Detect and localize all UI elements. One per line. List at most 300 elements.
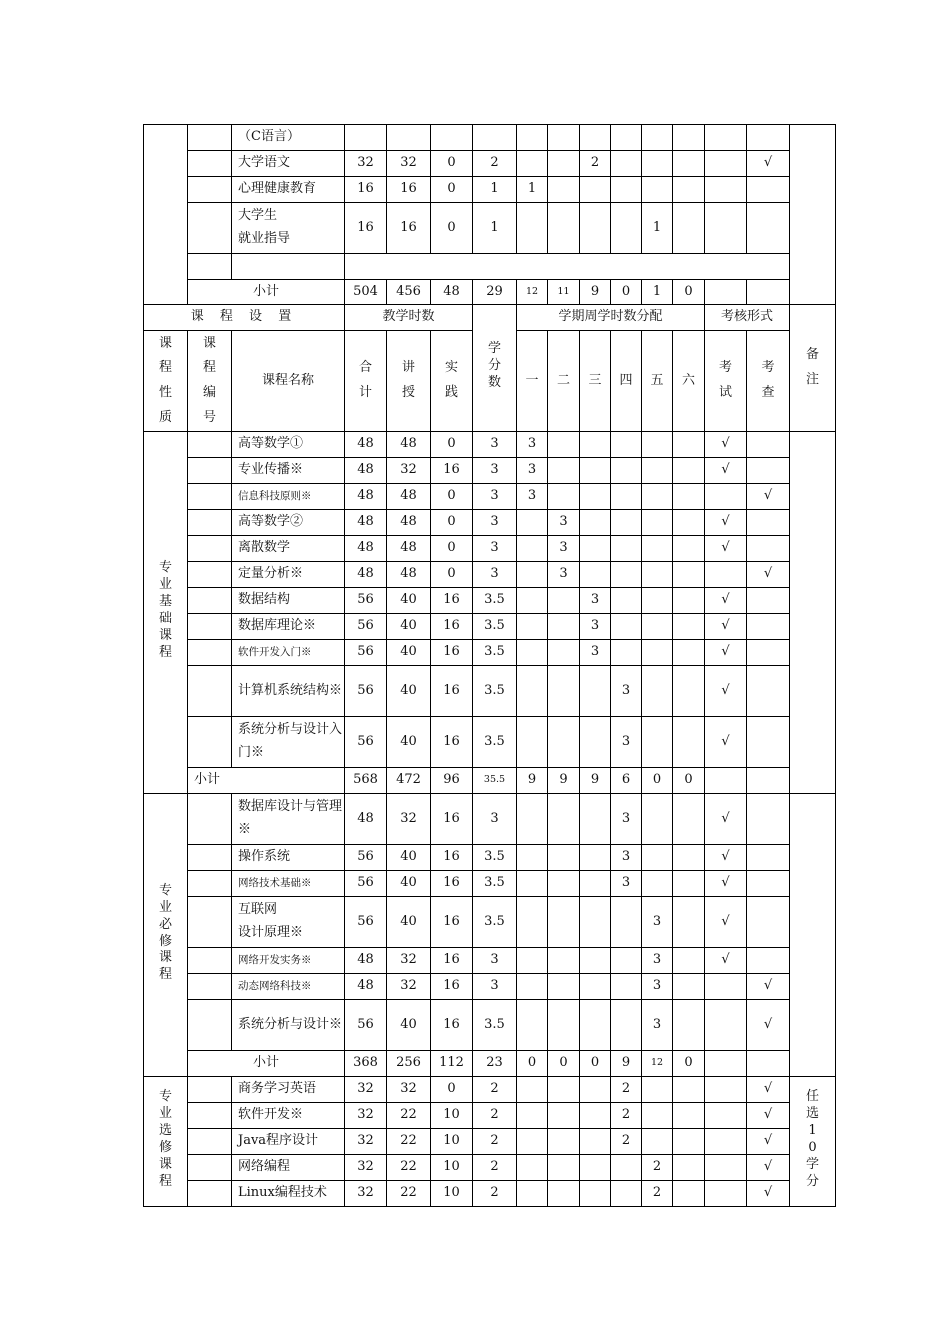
- practice-hours: 112: [431, 1051, 473, 1077]
- semester-2: [548, 1103, 580, 1129]
- semester-1: [517, 948, 548, 974]
- semester-2: [548, 640, 580, 666]
- exam-mark: √: [705, 614, 747, 640]
- semester-1: [517, 1077, 548, 1103]
- lecture-hours: 48: [387, 562, 431, 588]
- course-name: 高等数学②: [232, 510, 345, 536]
- semester-5: 3: [642, 974, 673, 1000]
- code-cell: [188, 1129, 232, 1155]
- check-mark: [747, 948, 790, 974]
- practice-hours: 16: [431, 458, 473, 484]
- credits: 3: [473, 974, 517, 1000]
- check-mark: √: [747, 151, 790, 177]
- semester-2: 9: [548, 768, 580, 794]
- subtotal-row: [144, 1051, 836, 1077]
- credits: 3: [473, 510, 517, 536]
- code-cell: [188, 614, 232, 640]
- semester-1: [517, 897, 548, 948]
- table-row: [144, 666, 836, 717]
- check-mark: √: [747, 1155, 790, 1181]
- practice-hours: 16: [431, 871, 473, 897]
- exam-mark: [705, 125, 747, 151]
- semester-3: 9: [580, 768, 611, 794]
- semester-5: 2: [642, 1181, 673, 1207]
- exam-mark: [705, 177, 747, 203]
- practice-hours: 16: [431, 897, 473, 948]
- table-row: [144, 484, 836, 510]
- subtotal-label: 小计: [188, 280, 345, 305]
- semester-5: [642, 177, 673, 203]
- semester-1: 3: [517, 484, 548, 510]
- total-hours: 16: [345, 177, 387, 203]
- semester-6: [673, 177, 705, 203]
- table-row: [144, 1077, 836, 1103]
- semester-3: [580, 666, 611, 717]
- semester-4: 3: [611, 666, 642, 717]
- semester-4: [611, 588, 642, 614]
- table-row: [144, 1155, 836, 1181]
- semester-6: 0: [673, 768, 705, 794]
- semester-1: [517, 1000, 548, 1051]
- semester-5: [642, 614, 673, 640]
- lecture-hours: 40: [387, 588, 431, 614]
- lecture-hours: 32: [387, 794, 431, 845]
- exam-mark: √: [705, 794, 747, 845]
- total-hours: [345, 125, 387, 151]
- code-cell: [188, 717, 232, 768]
- check-mark: [747, 794, 790, 845]
- semester-4: [611, 458, 642, 484]
- semester-4: 3: [611, 845, 642, 871]
- semester-6: [673, 562, 705, 588]
- semester-5: [642, 1129, 673, 1155]
- semester-5: [642, 794, 673, 845]
- exam-mark: [705, 1129, 747, 1155]
- semester-6: [673, 948, 705, 974]
- semester-5: [642, 562, 673, 588]
- semester-1: [517, 203, 548, 254]
- semester-2: [548, 1155, 580, 1181]
- semester-3: [580, 948, 611, 974]
- exam-mark: [705, 203, 747, 254]
- exam-mark: [705, 1155, 747, 1181]
- total-hours: 32: [345, 1077, 387, 1103]
- semester-1: [517, 1129, 548, 1155]
- semester-6: [673, 717, 705, 768]
- lecture-hours: 48: [387, 432, 431, 458]
- code-cell: [188, 177, 232, 203]
- check-mark: √: [747, 1077, 790, 1103]
- semester-4: 3: [611, 871, 642, 897]
- credits: 3: [473, 794, 517, 845]
- semester-6: [673, 1181, 705, 1207]
- semester-4: 2: [611, 1103, 642, 1129]
- course-name: 高等数学①: [232, 432, 345, 458]
- practice-hours: 0: [431, 536, 473, 562]
- semester-3: [580, 177, 611, 203]
- code-cell: [188, 203, 232, 254]
- semester-4: 2: [611, 1077, 642, 1103]
- lecture-hours: 32: [387, 151, 431, 177]
- semester-1: [517, 974, 548, 1000]
- header-check: 考查: [747, 331, 790, 432]
- empty-row-cell: [345, 254, 790, 280]
- semester-3: [580, 203, 611, 254]
- lecture-hours: 16: [387, 203, 431, 254]
- total-hours: 16: [345, 203, 387, 254]
- practice-hours: 10: [431, 1181, 473, 1207]
- semester-5: 0: [642, 768, 673, 794]
- total-hours: 48: [345, 432, 387, 458]
- credits: [473, 125, 517, 151]
- semester-4: [611, 974, 642, 1000]
- semester-5: [642, 588, 673, 614]
- section-label: 专业选修课程: [144, 1077, 188, 1207]
- credits: 1: [473, 177, 517, 203]
- practice-hours: 0: [431, 432, 473, 458]
- section-label: 专业必修课程: [144, 794, 188, 1077]
- semester-2: [548, 458, 580, 484]
- lecture-hours: 40: [387, 845, 431, 871]
- semester-4: [611, 1000, 642, 1051]
- check-mark: √: [747, 1103, 790, 1129]
- header-semester-3: 三: [580, 331, 611, 432]
- header-semester-2: 二: [548, 331, 580, 432]
- credits: 3.5: [473, 640, 517, 666]
- header-total: 合计: [345, 331, 387, 432]
- semester-1: 3: [517, 432, 548, 458]
- practice-hours: 16: [431, 666, 473, 717]
- header-semester-6: 六: [673, 331, 705, 432]
- check-mark: [747, 614, 790, 640]
- semester-4: 0: [611, 280, 642, 305]
- check-mark: [747, 510, 790, 536]
- semester-2: 3: [548, 536, 580, 562]
- semester-2: [548, 794, 580, 845]
- check-mark: [747, 588, 790, 614]
- semester-2: [548, 1000, 580, 1051]
- exam-mark: [705, 151, 747, 177]
- subtotal-row: [144, 768, 836, 794]
- semester-3: [580, 1181, 611, 1207]
- semester-6: [673, 845, 705, 871]
- semester-6: [673, 614, 705, 640]
- semester-3: [580, 974, 611, 1000]
- credits: 3.5: [473, 871, 517, 897]
- semester-5: [642, 845, 673, 871]
- code-cell: [188, 666, 232, 717]
- semester-6: [673, 588, 705, 614]
- semester-2: [548, 897, 580, 948]
- code-cell: [188, 1181, 232, 1207]
- header-lecture: 讲授: [387, 331, 431, 432]
- semester-5: [642, 125, 673, 151]
- semester-4: 3: [611, 794, 642, 845]
- credits: 3.5: [473, 588, 517, 614]
- semester-2: 11: [548, 280, 580, 305]
- exam-mark: [705, 1181, 747, 1207]
- semester-1: [517, 845, 548, 871]
- semester-1: [517, 1181, 548, 1207]
- check-mark: [747, 768, 790, 794]
- exam-mark: [705, 1077, 747, 1103]
- remarks-cell: [790, 794, 836, 1077]
- semester-4: [611, 536, 642, 562]
- table-row: [144, 510, 836, 536]
- code-cell: [188, 1077, 232, 1103]
- semester-4: 6: [611, 768, 642, 794]
- course-name: 离散数学: [232, 536, 345, 562]
- exam-mark: [705, 1051, 747, 1077]
- semester-4: 3: [611, 717, 642, 768]
- semester-6: [673, 125, 705, 151]
- semester-1: [517, 871, 548, 897]
- semester-5: [642, 1103, 673, 1129]
- practice-hours: 16: [431, 717, 473, 768]
- semester-5: 2: [642, 1155, 673, 1181]
- check-mark: [747, 280, 790, 305]
- check-mark: [747, 845, 790, 871]
- practice-hours: 16: [431, 845, 473, 871]
- section-nature-cell: [144, 125, 188, 305]
- semester-4: [611, 948, 642, 974]
- semester-2: [548, 974, 580, 1000]
- semester-2: 0: [548, 1051, 580, 1077]
- semester-2: [548, 948, 580, 974]
- check-mark: [747, 1051, 790, 1077]
- semester-1: [517, 151, 548, 177]
- lecture-hours: 40: [387, 1000, 431, 1051]
- table-row: [144, 1129, 836, 1155]
- semester-1: [517, 125, 548, 151]
- course-name: 定量分析※: [232, 562, 345, 588]
- check-mark: [747, 666, 790, 717]
- table-row: [144, 254, 836, 280]
- semester-4: [611, 1181, 642, 1207]
- semester-2: 3: [548, 562, 580, 588]
- total-hours: 56: [345, 666, 387, 717]
- practice-hours: 16: [431, 794, 473, 845]
- practice-hours: 16: [431, 640, 473, 666]
- practice-hours: 0: [431, 562, 473, 588]
- semester-6: [673, 432, 705, 458]
- lecture-hours: 32: [387, 1077, 431, 1103]
- exam-mark: √: [705, 536, 747, 562]
- semester-2: [548, 845, 580, 871]
- check-mark: [747, 871, 790, 897]
- semester-6: [673, 151, 705, 177]
- exam-mark: [705, 974, 747, 1000]
- total-hours: 48: [345, 536, 387, 562]
- semester-4: [611, 640, 642, 666]
- header-semester-4: 四: [611, 331, 642, 432]
- table-row: [144, 458, 836, 484]
- credits: 35.5: [473, 768, 517, 794]
- credits: 3: [473, 458, 517, 484]
- check-mark: [747, 640, 790, 666]
- semester-6: [673, 666, 705, 717]
- practice-hours: 0: [431, 203, 473, 254]
- semester-6: [673, 1155, 705, 1181]
- code-cell: [188, 897, 232, 948]
- semester-3: [580, 125, 611, 151]
- semester-4: [611, 562, 642, 588]
- table-row: [144, 614, 836, 640]
- semester-6: [673, 536, 705, 562]
- code-cell: [188, 948, 232, 974]
- semester-3: [580, 432, 611, 458]
- course-name: 网络开发实务※: [232, 948, 345, 974]
- course-name: 数据结构: [232, 588, 345, 614]
- semester-2: [548, 177, 580, 203]
- course-name: 互联网 设计原理※: [232, 897, 345, 948]
- header-course-setup: 课 程 设 置: [144, 305, 345, 331]
- semester-5: 3: [642, 948, 673, 974]
- header-semester-dist: 学期周学时数分配: [517, 305, 705, 331]
- table-row: [144, 948, 836, 974]
- credits: 3.5: [473, 845, 517, 871]
- practice-hours: 16: [431, 948, 473, 974]
- semester-5: [642, 640, 673, 666]
- semester-2: 3: [548, 510, 580, 536]
- lecture-hours: 48: [387, 484, 431, 510]
- section-label: 专业基础课程: [144, 432, 188, 794]
- check-mark: [747, 458, 790, 484]
- semester-3: [580, 562, 611, 588]
- exam-mark: √: [705, 666, 747, 717]
- section-continued: [144, 125, 836, 305]
- lecture-hours: 32: [387, 974, 431, 1000]
- practice-hours: 0: [431, 510, 473, 536]
- semester-1: [517, 510, 548, 536]
- semester-6: [673, 1129, 705, 1155]
- check-mark: √: [747, 484, 790, 510]
- semester-4: [611, 125, 642, 151]
- semester-2: [548, 125, 580, 151]
- semester-1: [517, 717, 548, 768]
- credits: 2: [473, 1103, 517, 1129]
- semester-6: [673, 510, 705, 536]
- semester-3: [580, 1077, 611, 1103]
- semester-5: [642, 536, 673, 562]
- semester-6: [673, 203, 705, 254]
- code-cell: [188, 974, 232, 1000]
- semester-3: [580, 845, 611, 871]
- total-hours: 48: [345, 948, 387, 974]
- semester-3: [580, 1000, 611, 1051]
- total-hours: 48: [345, 794, 387, 845]
- course-name: 商务学习英语: [232, 1077, 345, 1103]
- total-hours: 32: [345, 1129, 387, 1155]
- exam-mark: √: [705, 432, 747, 458]
- subtotal-label: 小计: [188, 1051, 345, 1077]
- semester-5: [642, 510, 673, 536]
- semester-4: [611, 151, 642, 177]
- table-row: [144, 203, 836, 254]
- semester-5: 1: [642, 280, 673, 305]
- course-name: 大学语文: [232, 151, 345, 177]
- check-mark: [747, 717, 790, 768]
- check-mark: [747, 432, 790, 458]
- total-hours: 32: [345, 1181, 387, 1207]
- semester-2: [548, 151, 580, 177]
- code-cell: [188, 432, 232, 458]
- lecture-hours: 22: [387, 1181, 431, 1207]
- semester-3: [580, 484, 611, 510]
- table-row: [144, 588, 836, 614]
- semester-3: [580, 871, 611, 897]
- course-name: 数据库理论※: [232, 614, 345, 640]
- code-cell: [188, 562, 232, 588]
- course-name: [232, 254, 345, 280]
- semester-3: [580, 1129, 611, 1155]
- course-name: 网络编程: [232, 1155, 345, 1181]
- semester-1: 0: [517, 1051, 548, 1077]
- total-hours: 56: [345, 717, 387, 768]
- total-hours: 568: [345, 768, 387, 794]
- course-name: 网络技术基础※: [232, 871, 345, 897]
- header-credits: 学分数: [473, 305, 517, 432]
- exam-mark: [705, 768, 747, 794]
- exam-mark: √: [705, 897, 747, 948]
- semester-3: [580, 536, 611, 562]
- section-required: [144, 794, 836, 1077]
- lecture-hours: 22: [387, 1103, 431, 1129]
- table-row: [144, 1103, 836, 1129]
- check-mark: [747, 125, 790, 151]
- exam-mark: [705, 1000, 747, 1051]
- course-name: 系统分析与设计入门※: [232, 717, 345, 768]
- table-row: [144, 1181, 836, 1207]
- table-row: [144, 845, 836, 871]
- total-hours: 32: [345, 1155, 387, 1181]
- check-mark: [747, 897, 790, 948]
- code-cell: [188, 588, 232, 614]
- semester-2: [548, 484, 580, 510]
- table-row: [144, 432, 836, 458]
- header-nature: 课程性质: [144, 331, 188, 432]
- practice-hours: 96: [431, 768, 473, 794]
- semester-4: [611, 1155, 642, 1181]
- semester-4: [611, 203, 642, 254]
- semester-4: [611, 432, 642, 458]
- lecture-hours: 256: [387, 1051, 431, 1077]
- practice-hours: 16: [431, 1000, 473, 1051]
- practice-hours: 10: [431, 1103, 473, 1129]
- semester-1: [517, 666, 548, 717]
- subtotal-label: 小计: [188, 768, 345, 794]
- code-cell: [188, 458, 232, 484]
- semester-3: 0: [580, 1051, 611, 1077]
- credits: 3: [473, 432, 517, 458]
- credits: 3.5: [473, 717, 517, 768]
- semester-5: 12: [642, 1051, 673, 1077]
- credits: 2: [473, 151, 517, 177]
- practice-hours: [431, 125, 473, 151]
- semester-2: [548, 1077, 580, 1103]
- credits: 3.5: [473, 614, 517, 640]
- semester-5: [642, 151, 673, 177]
- practice-hours: 0: [431, 1077, 473, 1103]
- credits: 23: [473, 1051, 517, 1077]
- semester-1: 1: [517, 177, 548, 203]
- semester-6: [673, 871, 705, 897]
- total-hours: 504: [345, 280, 387, 305]
- header-semester-5: 五: [642, 331, 673, 432]
- table-row: [144, 871, 836, 897]
- practice-hours: 10: [431, 1129, 473, 1155]
- semester-5: [642, 484, 673, 510]
